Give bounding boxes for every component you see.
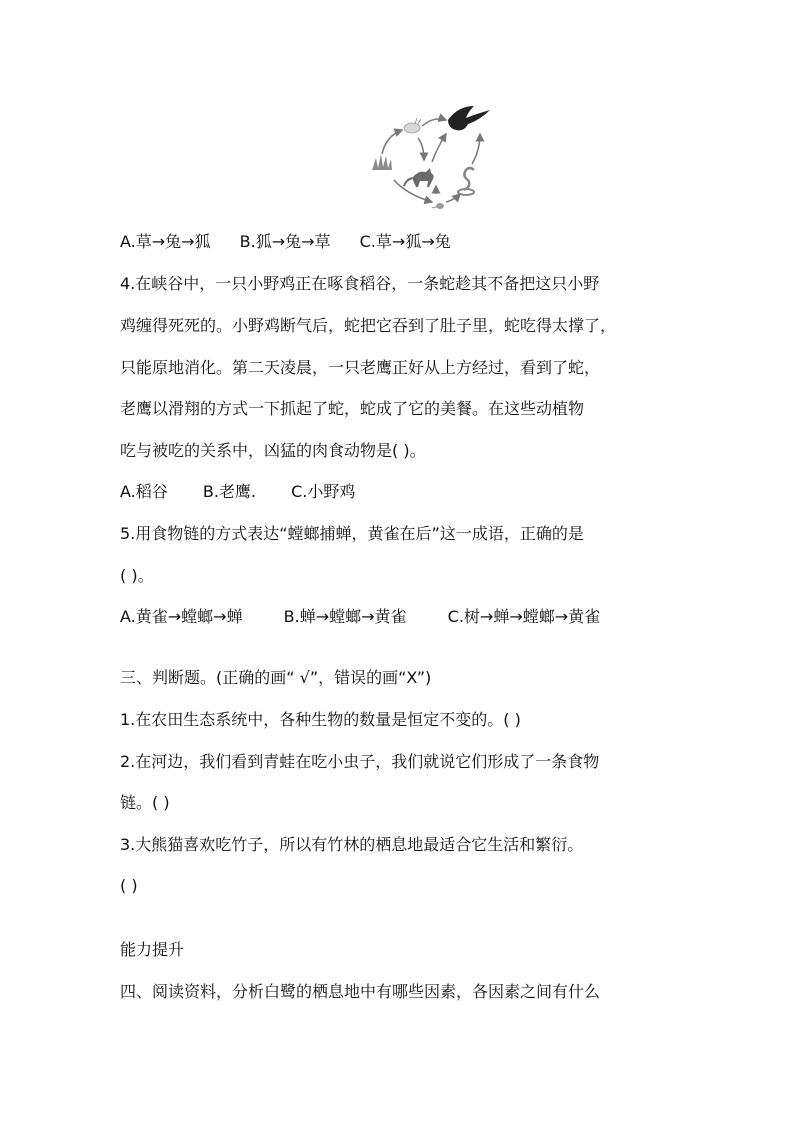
q4-line: 鸡缠得死死的。小野鸡断气后，蛇把它吞到了肚子里，蛇吃得太撑了， bbox=[120, 316, 617, 335]
judgement-item: 1.在农田生态系统中，各种生物的数量是恒定不变的。( ) bbox=[120, 710, 521, 729]
q4-line: 4.在峡谷中，一只小野鸡正在啄食稻谷，一条蛇趁其不备把这只小野 bbox=[120, 274, 600, 293]
judgement-item: ( ) bbox=[120, 876, 138, 895]
q5-option-a: A.黄雀→螳螂→蝉 bbox=[120, 607, 243, 626]
judgement-item: 2.在河边，我们看到青蛙在吃小虫子，我们就说它们形成了一条食物 bbox=[120, 752, 600, 771]
fox-icon bbox=[404, 168, 434, 187]
q5-options bbox=[120, 607, 600, 627]
mouse-icon bbox=[432, 203, 444, 209]
q4-option-b: B.老鹰. bbox=[202, 482, 257, 501]
q4-option-c: C.小野鸡 bbox=[291, 482, 356, 501]
q4-line: 只能原地消化。第二天凌晨，一只老鹰正好从上方经过，看到了蛇， bbox=[120, 358, 601, 377]
food-web-figure bbox=[360, 98, 510, 218]
q3-option-b: B.狐→兔→草 bbox=[239, 232, 331, 251]
q5-line: ( )。 bbox=[120, 566, 154, 585]
q4-option-a: A.稻谷 bbox=[120, 482, 168, 501]
q3-option-c: C.草→狐→兔 bbox=[359, 232, 451, 251]
judgement-item: 链。( ) bbox=[120, 793, 170, 812]
snake-icon bbox=[458, 168, 474, 195]
q4-line: 老鹰以滑翔的方式一下抓起了蛇，蛇成了它的美餐。在这些动植物 bbox=[120, 399, 585, 418]
q3-option-a: A.草→兔→狐 bbox=[120, 232, 211, 251]
judgement-item: 3.大熊猫喜欢吃竹子，所以有竹林的栖息地最适合它生活和繁衍。 bbox=[120, 835, 584, 854]
q3-options bbox=[120, 232, 451, 252]
q5-option-b: B.蝉→螳螂→黄雀 bbox=[283, 607, 407, 626]
eagle-icon bbox=[448, 106, 490, 130]
q4-options bbox=[120, 482, 355, 502]
grass-icon bbox=[372, 154, 392, 170]
q4-line: 吃与被吃的关系中，凶猛的肉食动物是( )。 bbox=[120, 441, 426, 460]
rabbit-icon bbox=[404, 118, 421, 133]
q5-line: 5.用食物链的方式表达“螳螂捕蝉，黄雀在后”这一成语，正确的是 bbox=[120, 524, 584, 543]
ability-heading: 能力提升 bbox=[120, 940, 185, 959]
section3-heading: 三、判断题。(正确的画“ √”，错误的画“X”) bbox=[120, 668, 432, 687]
q5-option-c: C.树→蝉→螳螂→黄雀 bbox=[447, 607, 601, 626]
section4-line: 四、阅读资料，分析白鹭的栖息地中有哪些因素，各因素之间有什么 bbox=[120, 982, 601, 1001]
